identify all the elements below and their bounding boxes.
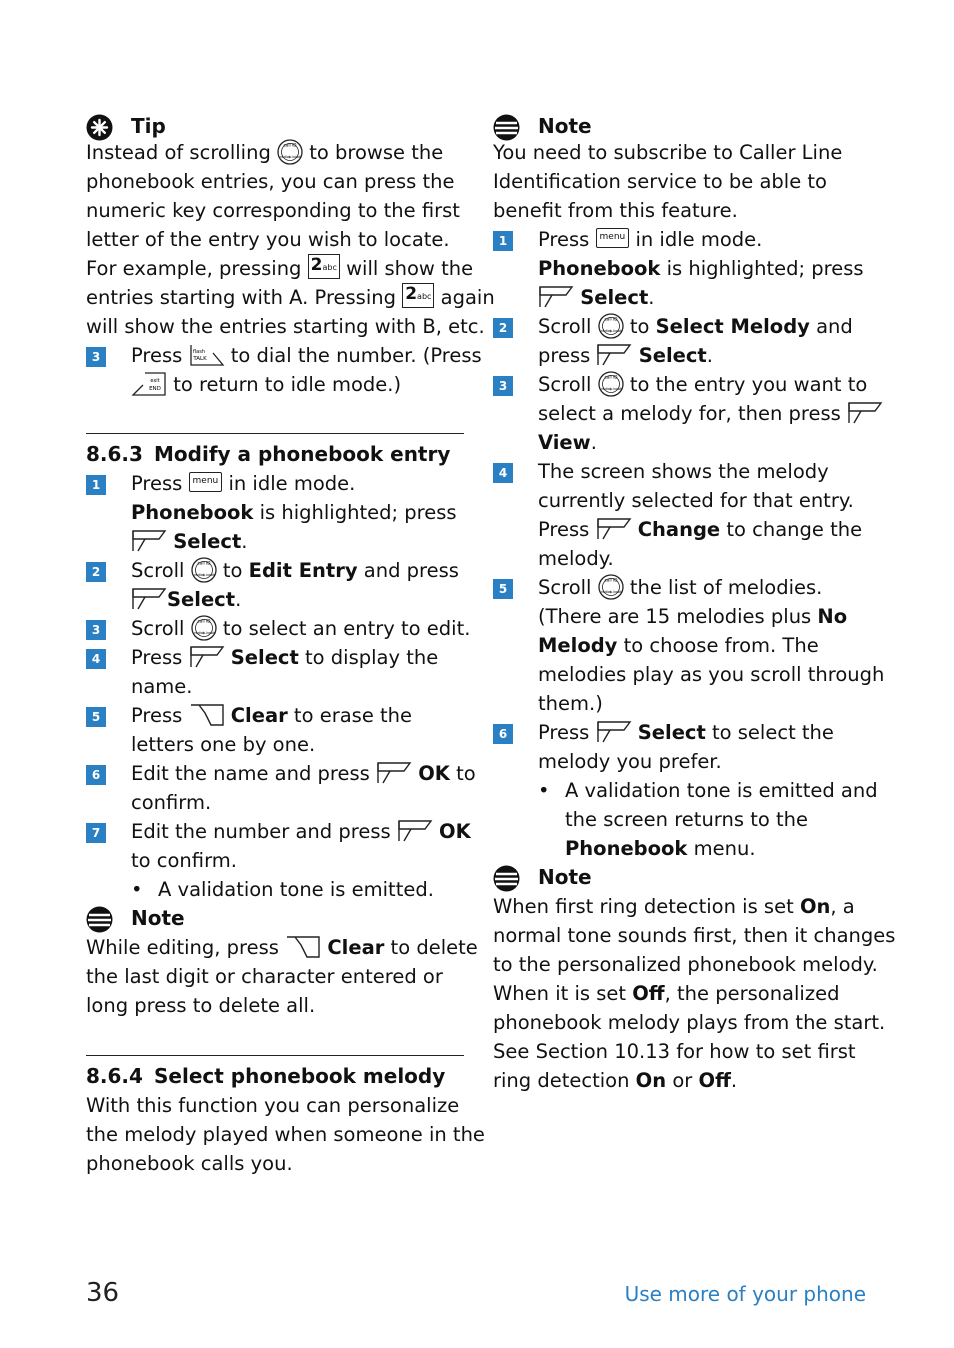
text: Select Melody	[655, 315, 810, 338]
text: is highlighted; press	[253, 501, 457, 524]
text: to delete	[384, 936, 478, 959]
step	[86, 498, 464, 527]
text: The screen shows the melody	[538, 460, 829, 483]
left-softkey-icon	[189, 645, 225, 669]
note-line	[86, 933, 478, 962]
scroll-key-icon	[598, 313, 624, 339]
note-line: long press to delete all.	[86, 994, 316, 1017]
tip-step	[86, 370, 464, 399]
step-number: 5	[86, 707, 106, 727]
page-number: 36	[86, 1278, 120, 1308]
text: again	[434, 286, 495, 309]
text: , a	[830, 895, 855, 918]
tip-title: Tip	[131, 114, 166, 138]
step-number: 2	[493, 318, 513, 338]
bullet-item	[86, 875, 464, 904]
key-2-icon	[402, 283, 434, 308]
scroll-key-icon	[598, 574, 624, 600]
body-line: the melody played when someone in the	[86, 1123, 485, 1146]
step	[86, 556, 464, 585]
text: Clear	[327, 936, 385, 959]
text: ring detection	[493, 1069, 636, 1092]
text: Scroll	[538, 576, 598, 599]
svg-text:redial: redial	[193, 572, 204, 577]
key-sub-label: abc	[417, 292, 432, 301]
chapter-title: Use more of your phone	[624, 1282, 866, 1306]
tip-line	[86, 254, 474, 283]
note-line: the last digit or character entered or	[86, 965, 443, 988]
section-heading	[86, 1062, 464, 1091]
key-label: 2	[310, 255, 323, 275]
text: A validation tone is emitted.	[158, 878, 434, 901]
step	[493, 341, 873, 370]
scroll-key-icon	[277, 139, 303, 165]
text: .	[241, 530, 248, 553]
step	[86, 643, 464, 672]
key-sub-label: abc	[322, 263, 337, 272]
bullet: •	[538, 779, 550, 802]
text: Edit Entry	[248, 559, 358, 582]
step	[86, 585, 464, 614]
text: Press	[538, 228, 596, 251]
right-column	[493, 112, 896, 1095]
step: melodies play as you scroll through	[538, 663, 885, 686]
step	[493, 370, 873, 399]
text: to change the	[720, 518, 863, 541]
tip-line	[86, 138, 464, 167]
tip-line: numeric key corresponding to the first	[86, 199, 460, 222]
text: While editing, press	[86, 936, 286, 959]
svg-text:p.book: p.book	[609, 386, 622, 391]
svg-text:redial: redial	[279, 154, 291, 159]
text: to the entry you want to	[623, 373, 868, 396]
note-line	[493, 1066, 873, 1095]
text: to erase the	[287, 704, 413, 727]
text: Press	[131, 704, 189, 727]
section-number: 8.6.3	[86, 442, 143, 466]
text: Select	[637, 721, 706, 744]
text: Scroll	[538, 315, 598, 338]
step-number: 4	[493, 463, 513, 483]
note-line: phonebook melody plays from the start.	[493, 1011, 886, 1034]
text: Scroll	[131, 559, 191, 582]
text: On	[635, 1069, 667, 1092]
text: No	[817, 605, 848, 628]
text: Press	[131, 472, 189, 495]
note-icon	[493, 114, 520, 141]
text: the list of melodies.	[623, 576, 823, 599]
text: Off	[698, 1069, 731, 1092]
text: On	[799, 895, 831, 918]
text: .	[590, 431, 597, 454]
svg-text:p.book: p.book	[288, 154, 302, 159]
svg-text:call ID: call ID	[604, 316, 618, 321]
left-softkey-icon	[131, 529, 167, 553]
svg-text:flash: flash	[192, 348, 205, 355]
text: Melody	[538, 634, 618, 657]
left-softkey-icon	[596, 517, 632, 541]
bullet-item	[493, 834, 873, 863]
text: Press	[538, 721, 596, 744]
step: to confirm.	[131, 849, 237, 872]
text: in idle mode.	[629, 228, 763, 251]
left-softkey-icon	[131, 587, 167, 611]
section-rule	[86, 1055, 464, 1056]
note-header	[493, 863, 873, 892]
text: and press	[357, 559, 459, 582]
step	[493, 283, 873, 312]
text: Instead of scrolling	[86, 141, 278, 164]
svg-text:redial: redial	[193, 630, 204, 635]
note-line: You need to subscribe to Caller Line	[493, 141, 843, 164]
text: .	[235, 588, 242, 611]
text: Select	[638, 344, 707, 367]
text: When first ring detection is set	[493, 895, 800, 918]
text: Press	[131, 344, 189, 367]
text: .	[706, 344, 713, 367]
note-line: benefit from this feature.	[493, 199, 738, 222]
step	[86, 817, 471, 846]
text: to return to idle mode.)	[167, 373, 402, 396]
left-softkey-icon	[376, 761, 412, 785]
section-rule	[86, 433, 464, 434]
step	[86, 527, 464, 556]
note-line	[493, 979, 873, 1008]
step: melody you prefer.	[538, 750, 722, 773]
step	[86, 759, 476, 788]
text: to select the	[705, 721, 834, 744]
section-title: Select phonebook melody	[154, 1064, 446, 1088]
key-label: 2	[405, 284, 418, 304]
step	[86, 701, 464, 730]
text: to	[216, 559, 249, 582]
section-number: 8.6.4	[86, 1064, 143, 1088]
step-number: 7	[86, 823, 106, 843]
text: Select	[173, 530, 242, 553]
scroll-key-icon	[598, 371, 624, 397]
body-line: phonebook calls you.	[86, 1152, 293, 1175]
text: Off	[632, 982, 665, 1005]
text: Scroll	[538, 373, 598, 396]
note-title: Note	[538, 114, 592, 138]
text: (There are 15 melodies plus	[538, 605, 818, 628]
step	[493, 457, 873, 486]
text: Edit the name and press	[131, 762, 377, 785]
svg-text:p.book: p.book	[609, 328, 622, 333]
left-softkey-icon	[538, 285, 574, 309]
text: or	[666, 1069, 699, 1092]
talk-key-icon	[189, 343, 225, 367]
svg-text:redial: redial	[600, 589, 611, 594]
end-key-icon	[131, 371, 167, 397]
note-title: Note	[131, 906, 185, 930]
step-number: 6	[86, 765, 106, 785]
tip-icon	[86, 114, 113, 141]
text: select a melody for, then press	[538, 402, 847, 425]
step	[493, 399, 873, 428]
note-header	[493, 112, 873, 141]
step-number: 3	[86, 620, 106, 640]
tip-line	[86, 283, 495, 312]
note-line: normal tone sounds first, then it changes	[493, 924, 896, 947]
text: to dial the number. (Press	[224, 344, 482, 367]
note-line: Identification service to be able to	[493, 170, 827, 193]
bullet-item: the screen returns to the	[565, 808, 808, 831]
note-line: See Section 10.13 for how to set first	[493, 1040, 856, 1063]
menu-key-icon: menu	[189, 472, 223, 492]
text: to browse the	[303, 141, 444, 164]
left-column	[86, 112, 495, 1178]
text: For example, pressing	[86, 257, 308, 280]
text: Clear	[230, 704, 288, 727]
left-softkey-icon	[847, 401, 883, 425]
key-2-icon	[308, 254, 340, 279]
step: melody.	[538, 547, 614, 570]
svg-text:redial: redial	[600, 328, 611, 333]
svg-text:exit: exit	[150, 377, 160, 384]
text: OK	[439, 820, 471, 843]
step: currently selected for that entry.	[538, 489, 854, 512]
section-heading	[86, 440, 464, 469]
left-softkey-icon	[596, 720, 632, 744]
right-softkey-icon	[285, 935, 321, 959]
svg-text:p.book: p.book	[202, 630, 215, 635]
step-number: 6	[493, 724, 513, 744]
text: in idle mode.	[222, 472, 356, 495]
text: , the personalized	[664, 982, 840, 1005]
text: to	[449, 762, 476, 785]
step	[493, 312, 873, 341]
step: letters one by one.	[131, 733, 316, 756]
left-softkey-icon	[397, 819, 433, 843]
note-header	[86, 904, 464, 933]
text: entries starting with A. Pressing	[86, 286, 403, 309]
text: Phonebook	[131, 501, 254, 524]
body-line: With this function you can personalize	[86, 1094, 460, 1117]
section-title: Modify a phonebook entry	[154, 442, 451, 466]
bullet: •	[131, 878, 143, 901]
text: OK	[418, 762, 450, 785]
text: Select	[230, 646, 299, 669]
text: is highlighted; press	[660, 257, 864, 280]
step	[493, 631, 873, 660]
note-title: Note	[538, 865, 592, 889]
tip-line: will show the entries starting with B, etc.	[86, 315, 485, 338]
text: Scroll	[131, 617, 191, 640]
svg-text:p.book: p.book	[202, 572, 215, 577]
svg-text:call ID: call ID	[604, 374, 618, 379]
right-softkey-icon	[189, 703, 225, 727]
text: Select	[167, 588, 236, 611]
bullet-item	[493, 776, 878, 805]
step	[493, 718, 873, 747]
text: will show the	[339, 257, 474, 280]
left-softkey-icon	[596, 343, 632, 367]
note-line: to the personalized phonebook melody.	[493, 953, 878, 976]
text: and	[809, 315, 853, 338]
scroll-key-icon	[191, 615, 217, 641]
text: .	[730, 1069, 738, 1092]
step	[493, 573, 873, 602]
step-number: 4	[86, 649, 106, 669]
text: Change	[637, 518, 721, 541]
step	[493, 254, 873, 283]
step	[493, 602, 873, 631]
note-line	[493, 892, 873, 921]
text: to	[623, 315, 656, 338]
text: Phonebook	[538, 257, 661, 280]
scroll-key-icon	[191, 557, 217, 583]
step-number: 3	[86, 347, 106, 367]
step: confirm.	[131, 791, 212, 814]
text: press	[538, 344, 597, 367]
svg-text:p.book: p.book	[609, 589, 622, 594]
step-number: 3	[493, 376, 513, 396]
text: to choose from. The	[617, 634, 819, 657]
text: View	[538, 431, 591, 454]
svg-text:call ID: call ID	[604, 577, 618, 582]
text: to display the	[298, 646, 439, 669]
svg-text:call ID: call ID	[197, 618, 211, 623]
step-number: 2	[86, 562, 106, 582]
step-number: 1	[493, 231, 513, 251]
text: .	[648, 286, 655, 309]
tip-line: letter of the entry you wish to locate.	[86, 228, 450, 251]
step-number: 1	[86, 475, 106, 495]
svg-text:TALK: TALK	[192, 355, 207, 362]
text: Select	[580, 286, 649, 309]
svg-text:call ID: call ID	[283, 142, 297, 147]
text: Press	[538, 518, 596, 541]
text: to select an entry to edit.	[216, 617, 471, 640]
svg-text:call ID: call ID	[197, 560, 211, 565]
step	[493, 225, 873, 254]
note-icon	[86, 906, 113, 933]
step: them.)	[538, 692, 603, 715]
step	[86, 469, 464, 498]
svg-text:redial: redial	[600, 386, 611, 391]
step: name.	[131, 675, 193, 698]
text: menu.	[687, 837, 756, 860]
menu-key-icon: menu	[596, 228, 630, 248]
tip-step	[86, 341, 482, 370]
note-icon	[493, 865, 520, 892]
step-number: 5	[493, 579, 513, 599]
tip-header	[86, 112, 464, 141]
step	[493, 428, 873, 457]
text: When it is set	[493, 982, 633, 1005]
tip-line: phonebook entries, you can press the	[86, 170, 455, 193]
text: A validation tone is emitted and	[565, 779, 878, 802]
text: Press	[131, 646, 189, 669]
step	[86, 614, 471, 643]
svg-text:END: END	[149, 385, 161, 392]
step	[493, 515, 873, 544]
text: Edit the number and press	[131, 820, 397, 843]
text: Phonebook	[565, 837, 688, 860]
